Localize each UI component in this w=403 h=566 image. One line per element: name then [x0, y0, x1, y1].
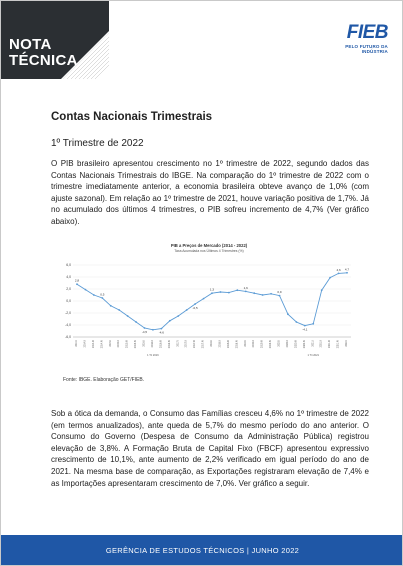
x-tick-label: 2019.I	[243, 340, 247, 347]
x-tick-label: 2014.IV	[100, 340, 104, 349]
x-tick-label: 2017.IV	[201, 340, 205, 349]
page-subtitle: 1º Trimestre de 2022	[51, 138, 144, 149]
data-point	[85, 289, 87, 291]
x-tick-label: 2020.III	[294, 340, 298, 348]
pib-chart-svg	[59, 241, 359, 361]
data-label: 0,5	[100, 292, 105, 297]
data-point	[177, 315, 179, 317]
x-tick-label: 2014.II	[83, 340, 87, 348]
data-point	[194, 303, 196, 305]
data-point	[329, 277, 331, 279]
data-point	[211, 292, 213, 294]
data-point	[312, 323, 314, 325]
data-label: -4,6	[158, 330, 164, 335]
badge-title	[9, 37, 78, 69]
data-label: 0,9	[277, 290, 282, 295]
data-point	[262, 294, 264, 296]
data-label: -0,5	[192, 306, 198, 310]
data-label: 1,3	[209, 287, 215, 292]
x-tick-label: 2020.I	[277, 340, 281, 347]
x-tick-label: 2015.IV	[134, 340, 138, 349]
badge-line-2: TÉCNICA	[9, 52, 78, 69]
data-point	[287, 313, 289, 315]
data-point	[160, 328, 162, 330]
data-label: 4,6	[336, 267, 341, 272]
data-point	[152, 329, 154, 331]
data-point	[144, 327, 146, 329]
data-point	[346, 272, 348, 274]
data-point	[279, 295, 281, 297]
chart-subtitle: Taxa Acumulada nos Últimos 4 Trimestres (%)	[174, 249, 244, 253]
footer-bar	[1, 535, 403, 565]
data-label: 4,7	[344, 267, 350, 272]
data-point	[236, 289, 238, 291]
x-tick-label: 2018.II	[218, 340, 222, 348]
x-tick-label: 2014.III	[91, 340, 95, 348]
data-point	[127, 315, 129, 317]
data-point	[295, 321, 297, 323]
data-label: -4,1	[302, 327, 308, 332]
data-point	[135, 321, 137, 323]
x-tick-label: 2017.II	[184, 340, 188, 348]
data-point	[93, 294, 95, 296]
x-tick-label: 2020.II	[285, 340, 289, 348]
x-group-label: 1 Tri 2021	[307, 354, 320, 357]
pib-chart	[59, 241, 359, 361]
fieb-logo	[318, 23, 388, 54]
chart-title: PIB a Preços de Mercado (2014 - 2022)	[170, 243, 248, 248]
data-label: -4,5	[141, 330, 148, 334]
x-tick-label: 2017.I	[176, 340, 180, 347]
data-point	[245, 291, 247, 293]
data-point	[110, 305, 112, 307]
badge-line-1: NOTA	[9, 36, 52, 53]
logo-name: FIEB	[346, 22, 388, 43]
x-tick-label: 2019.IV	[269, 340, 273, 349]
y-tick-label: -4,0	[65, 323, 71, 328]
data-point	[101, 297, 103, 299]
x-tick-label: 2014.I	[75, 340, 78, 347]
x-tick-label: 2015.I	[108, 340, 112, 347]
paragraph-1: O PIB brasileiro apresentou crescimento no 1º trimestre de 2022, segundo dados das Contas Nacionais Trimestrais do IBGE. Na comparação do 1º trimestre de 2022 com o trimestre imediatamente anterior, a economia brasileira obteve avanço de 1,0% (com ajuste sazonal). Em relação ao 1º trimestre de 2021, houve variação positiva de 1,7%. Já no acumulado dos últimos 4 trimestres, o PIB sofreu incremento de 4,7% (Ver gráfico abaixo).	[51, 159, 369, 226]
x-tick-label: 2021.IV	[336, 340, 340, 349]
data-point	[220, 291, 222, 293]
x-tick-label: 2016.II	[150, 340, 154, 348]
page-title: Contas Nacionais Trimestrais	[51, 111, 213, 123]
y-tick-label: -6,0	[65, 335, 71, 340]
data-point	[338, 273, 340, 275]
data-point	[203, 298, 205, 300]
x-tick-label: 2018.IV	[235, 340, 239, 349]
x-tick-label: 2016.III	[159, 340, 163, 348]
data-point	[321, 289, 323, 291]
x-tick-label: 2019.III	[260, 340, 264, 348]
y-tick-label: 4,0	[66, 275, 71, 280]
nota-tecnica-badge	[1, 1, 109, 79]
data-point	[76, 283, 78, 285]
x-tick-label: 2019.II	[252, 340, 256, 348]
paragraph-2: Sob a ótica da demanda, o Consumo das Famílias cresceu 4,6% no 1º trimestre de 2022 (em termos anualizados), ante queda de 5,7% do mesmo período do ano anterior. O Consumo do Governo (Despesa de Consumo da Administração Pública) registrou elevação de 3,8%. A Formação Bruta de Capital Fixo (FBCF) apresentou expressivo crescimento de 10,1%, ante aumento de 2,2% verificado em igual período do ano de 2021. Na mesma base de comparação, as Exportações registraram elevação de 7,4% e as Importações apresentaram crescimento de 7,0%. Ver gráfico a seguir.	[51, 409, 369, 488]
y-tick-label: -2,0	[65, 311, 71, 316]
x-tick-label: 2021.II	[319, 340, 323, 348]
footer-text: GERÊNCIA DE ESTUDOS TÉCNICOS | JUNHO 2022	[105, 545, 300, 555]
x-tick-label: 2018.I	[210, 340, 213, 347]
x-group-label: 1 Tri 2016	[147, 354, 159, 357]
data-point	[118, 309, 120, 311]
data-label: 2,8	[74, 278, 80, 283]
data-point	[169, 320, 171, 322]
x-tick-label: 2020.IV	[302, 340, 306, 349]
x-tick-label: 2022.I	[345, 340, 348, 347]
data-label: 1,6	[243, 285, 248, 290]
x-tick-label: 2017.III	[193, 340, 197, 348]
y-tick-label: 0,0	[66, 299, 71, 304]
x-tick-label: 2015.II	[117, 340, 121, 348]
data-point	[304, 325, 306, 327]
data-point	[228, 292, 230, 294]
data-point	[186, 309, 188, 311]
logo-tagline: PELO FUTURO DA INDÚSTRIA	[345, 44, 388, 54]
x-tick-label: 2021.I	[311, 340, 315, 347]
x-tick-label: 2015.III	[125, 340, 129, 348]
data-point	[253, 292, 255, 294]
x-tick-label: 2021.III	[328, 340, 332, 348]
chart-source: Fonte: IBGE. Elaboração GET/FIEB.	[63, 377, 145, 383]
series-line	[74, 273, 347, 330]
y-tick-label: 6,0	[66, 263, 71, 268]
x-tick-label: 2016.IV	[167, 340, 171, 349]
y-tick-label: 2,0	[66, 287, 71, 292]
x-tick-label: 2018.III	[226, 340, 230, 348]
x-tick-label: 2016.I	[142, 340, 146, 347]
data-point	[270, 293, 272, 295]
